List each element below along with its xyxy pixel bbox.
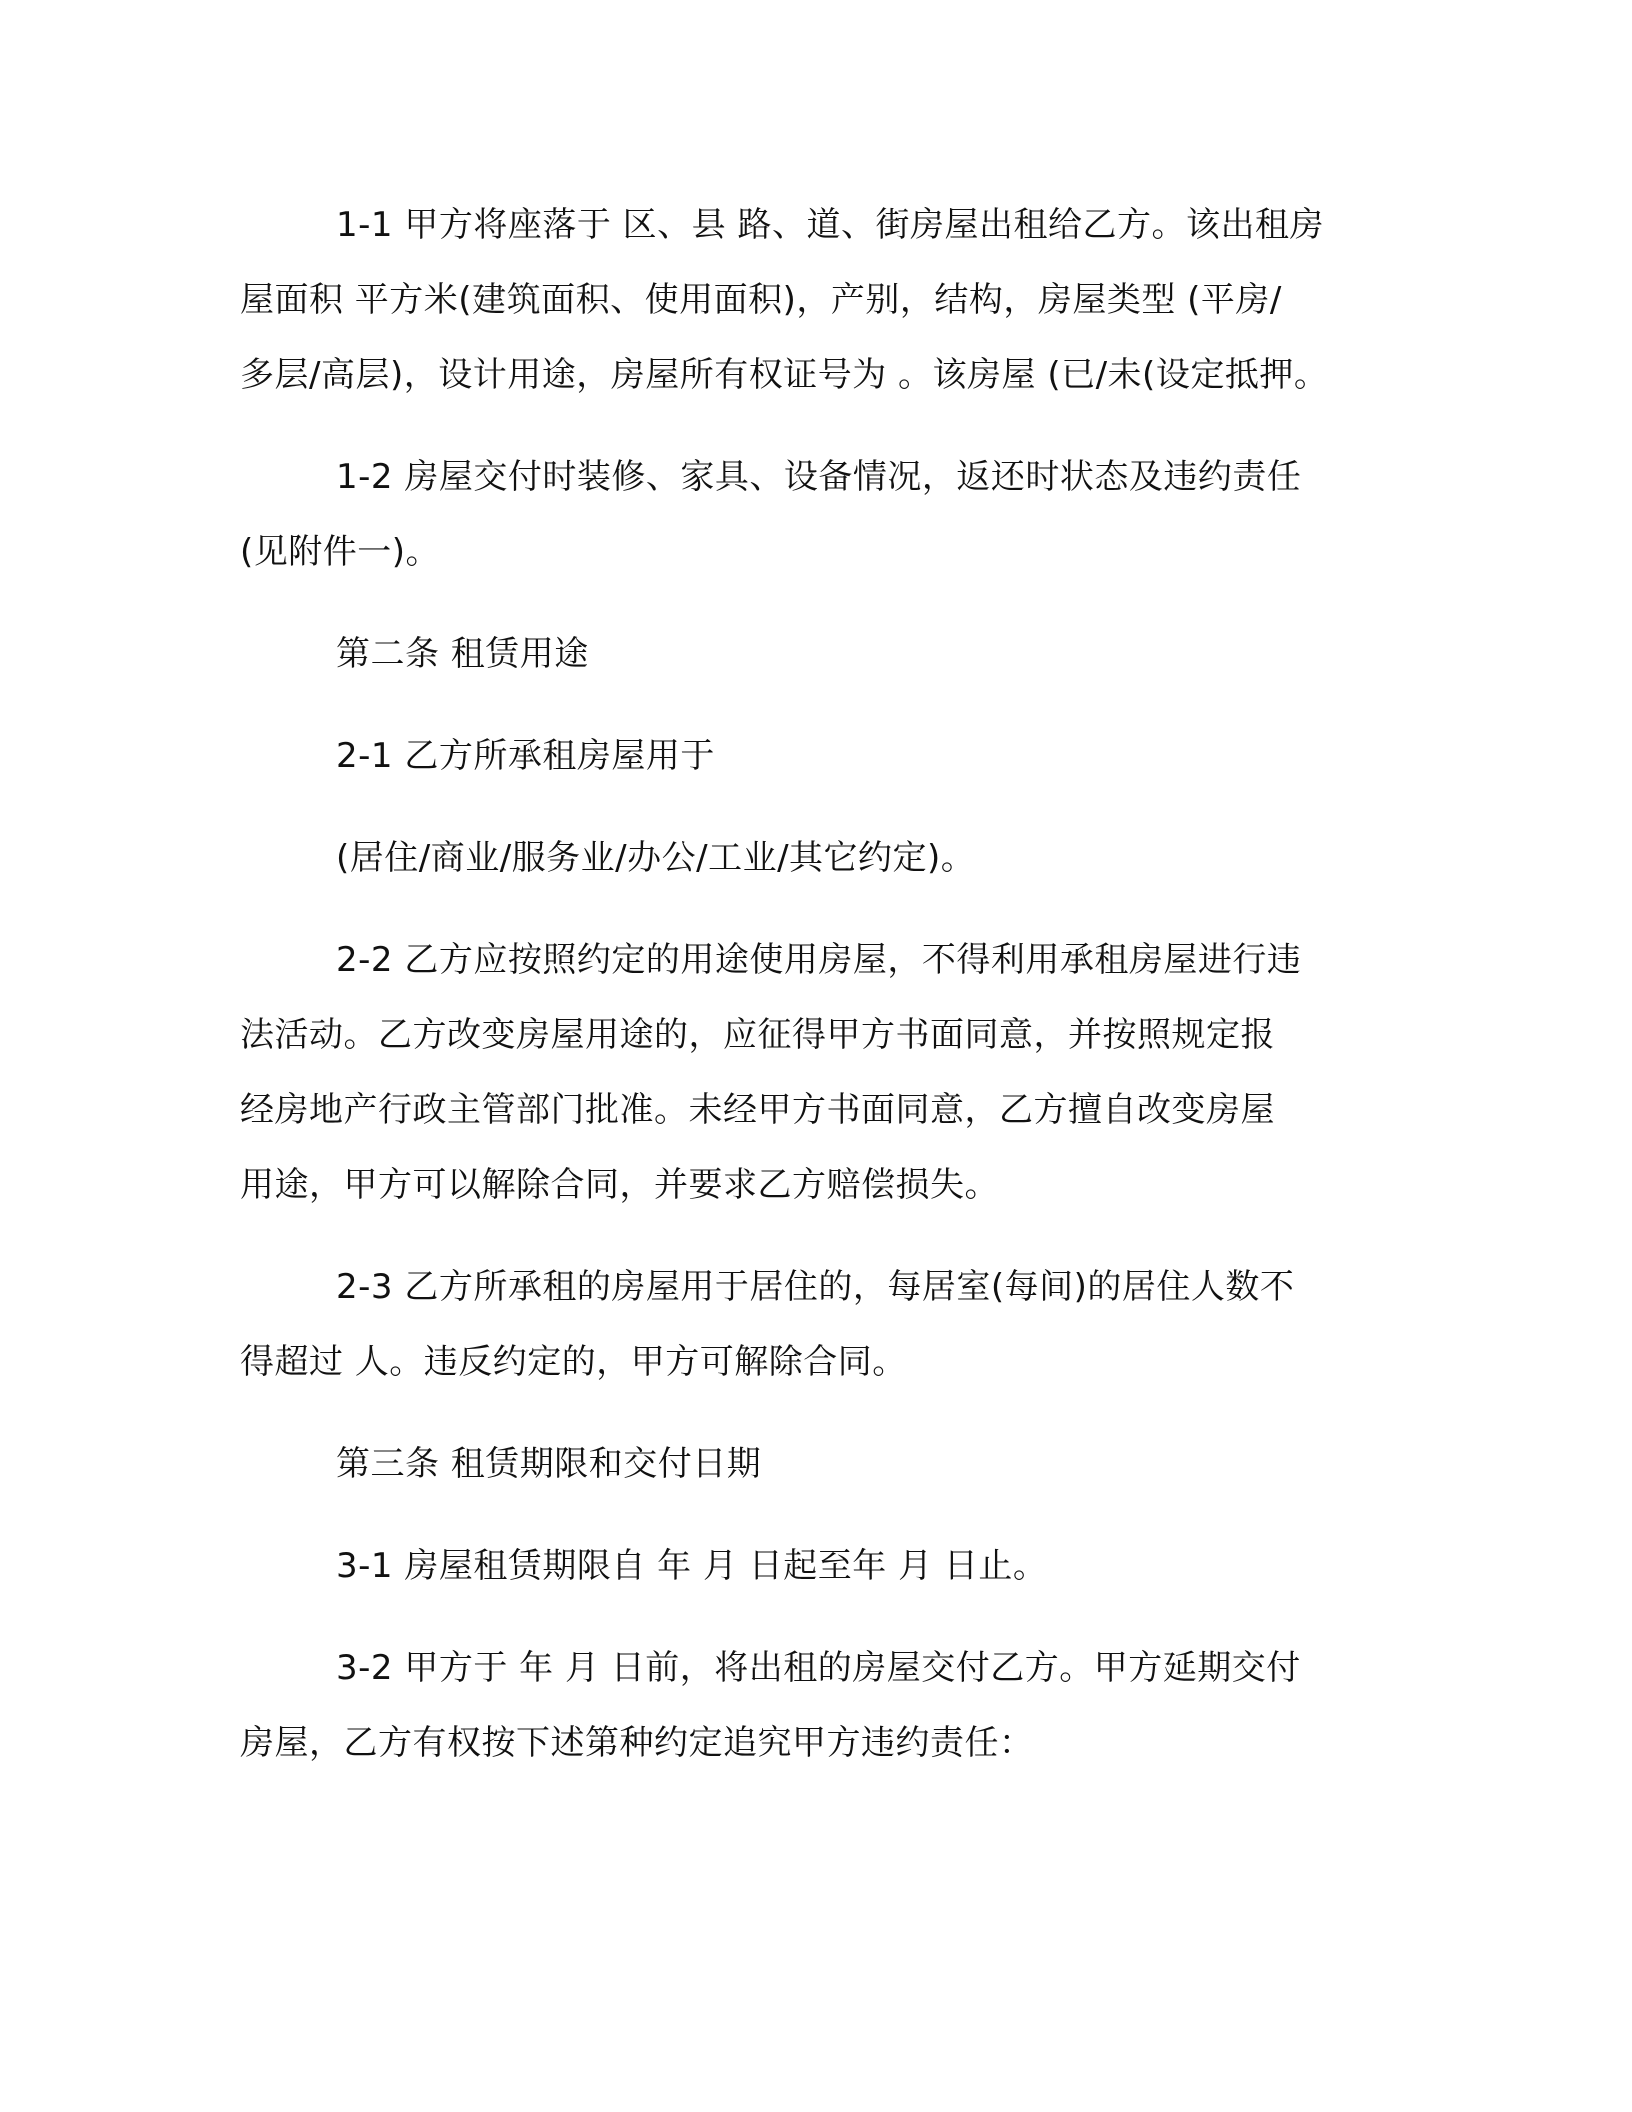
paragraph-3-1 bbox=[240, 1529, 1390, 1604]
paragraph-line: 多层/高层)，设计用途，房屋所有权证号为 。该房屋 (已/未(设定抵押。 bbox=[240, 355, 1329, 395]
paragraph-line: 屋面积 平方米(建筑面积、使用面积)，产别，结构，房屋类型 (平房/ bbox=[240, 280, 1282, 320]
paragraph-1-2 bbox=[240, 440, 1390, 590]
paragraph-line: 1-1 甲方将座落于 区、县 路、道、街房屋出租给乙方。该出租房 bbox=[336, 205, 1324, 245]
article-heading: 第三条 租赁期限和交付日期 bbox=[336, 1444, 762, 1484]
paragraph-2-2 bbox=[240, 923, 1390, 1223]
document-body bbox=[240, 188, 1390, 1808]
paragraph-2-1 bbox=[240, 719, 1390, 794]
paragraph-line: 3-1 房屋租赁期限自 年 月 日起至年 月 日止。 bbox=[336, 1546, 1048, 1586]
paragraph-line: 2-3 乙方所承租的房屋用于居住的，每居室(每间)的居住人数不 bbox=[336, 1267, 1295, 1307]
paragraph-line: (居住/商业/服务业/办公/工业/其它约定)。 bbox=[336, 838, 976, 878]
paragraph-line: 法活动。乙方改变房屋用途的，应征得甲方书面同意，并按照规定报 bbox=[240, 1015, 1275, 1055]
article-3-heading bbox=[240, 1427, 1390, 1502]
paragraph-1-1 bbox=[240, 188, 1390, 413]
paragraph-line: 得超过 人。违反约定的，甲方可解除合同。 bbox=[240, 1342, 907, 1382]
paragraph-line: 1-2 房屋交付时装修、家具、设备情况，返还时状态及违约责任 bbox=[336, 457, 1302, 497]
paragraph-line: 经房地产行政主管部门批准。未经甲方书面同意，乙方擅自改变房屋 bbox=[240, 1090, 1275, 1130]
paragraph-line: 2-1 乙方所承租房屋用于 bbox=[336, 736, 715, 776]
paragraph-line: 3-2 甲方于 年 月 日前，将出租的房屋交付乙方。甲方延期交付 bbox=[336, 1648, 1301, 1688]
article-heading: 第二条 租赁用途 bbox=[336, 634, 589, 674]
paragraph-3-2 bbox=[240, 1631, 1390, 1781]
paragraph-line: 2-2 乙方应按照约定的用途使用房屋，不得利用承租房屋进行违 bbox=[336, 940, 1302, 980]
paragraph-line: 用途，甲方可以解除合同，并要求乙方赔偿损失。 bbox=[240, 1165, 999, 1205]
paragraph-2-3 bbox=[240, 1250, 1390, 1400]
paragraph-line: (见附件一)。 bbox=[240, 532, 441, 572]
paragraph-line: 房屋，乙方有权按下述第种约定追究甲方违约责任： bbox=[240, 1723, 1034, 1763]
paragraph-2-1-options bbox=[240, 821, 1390, 896]
article-2-heading bbox=[240, 617, 1390, 692]
